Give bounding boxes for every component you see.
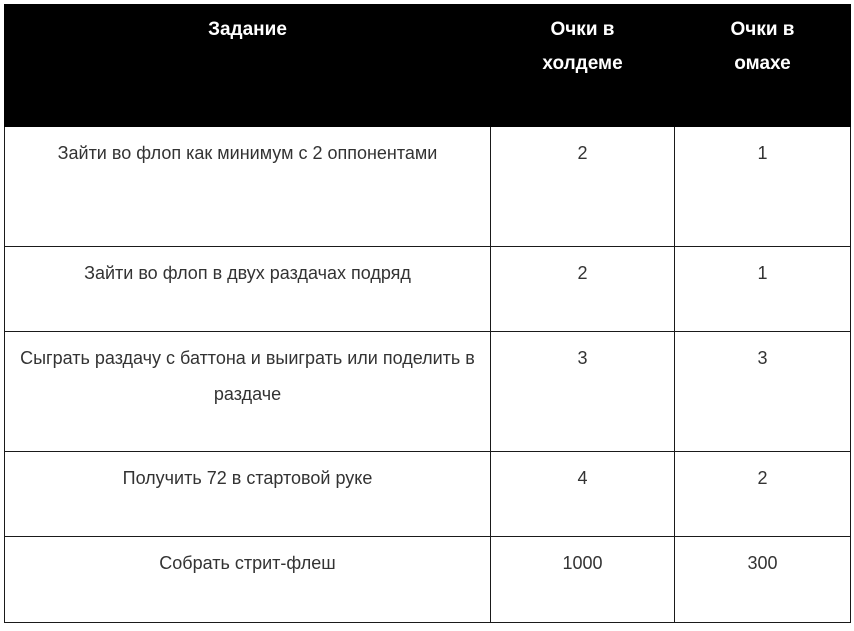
table-header xyxy=(5,5,851,127)
header-holdem-label xyxy=(542,13,622,81)
omaha-points-cell: 3 xyxy=(675,332,851,452)
table-row xyxy=(5,127,851,247)
omaha-points-cell: 2 xyxy=(675,452,851,537)
task-cell: Сыграть раздачу с баттона и выиграть или поделить в раздаче xyxy=(5,332,491,452)
task-cell: Зайти во флоп как минимум с 2 оппонентами xyxy=(5,127,491,247)
holdem-points-cell: 2 xyxy=(491,247,675,332)
holdem-points-cell: 3 xyxy=(491,332,675,452)
header-task xyxy=(5,5,491,127)
table-row xyxy=(5,537,851,623)
header-holdem-line1: Очки в xyxy=(550,19,615,40)
table-row xyxy=(5,247,851,332)
points-table xyxy=(4,4,851,623)
header-holdem-points xyxy=(491,5,675,127)
omaha-points-cell: 1 xyxy=(675,247,851,332)
omaha-points-cell: 1 xyxy=(675,127,851,247)
omaha-points-cell: 300 xyxy=(675,537,851,623)
header-row xyxy=(5,5,851,127)
task-cell: Собрать стрит-флеш xyxy=(5,537,491,623)
header-task-label: Задание xyxy=(208,19,287,40)
points-table-container xyxy=(4,4,851,623)
task-cell: Зайти во флоп в двух раздачах подряд xyxy=(5,247,491,332)
table-row xyxy=(5,332,851,452)
header-holdem-line2: холдеме xyxy=(542,53,623,74)
holdem-points-cell: 4 xyxy=(491,452,675,537)
header-omaha-line2: омахе xyxy=(734,53,791,74)
task-cell: Получить 72 в стартовой руке xyxy=(5,452,491,537)
table-body xyxy=(5,127,851,623)
holdem-points-cell: 2 xyxy=(491,127,675,247)
header-omaha-label xyxy=(731,13,795,81)
table-row xyxy=(5,452,851,537)
holdem-points-cell: 1000 xyxy=(491,537,675,623)
header-omaha-line1: Очки в xyxy=(730,19,795,40)
header-omaha-points xyxy=(675,5,851,127)
